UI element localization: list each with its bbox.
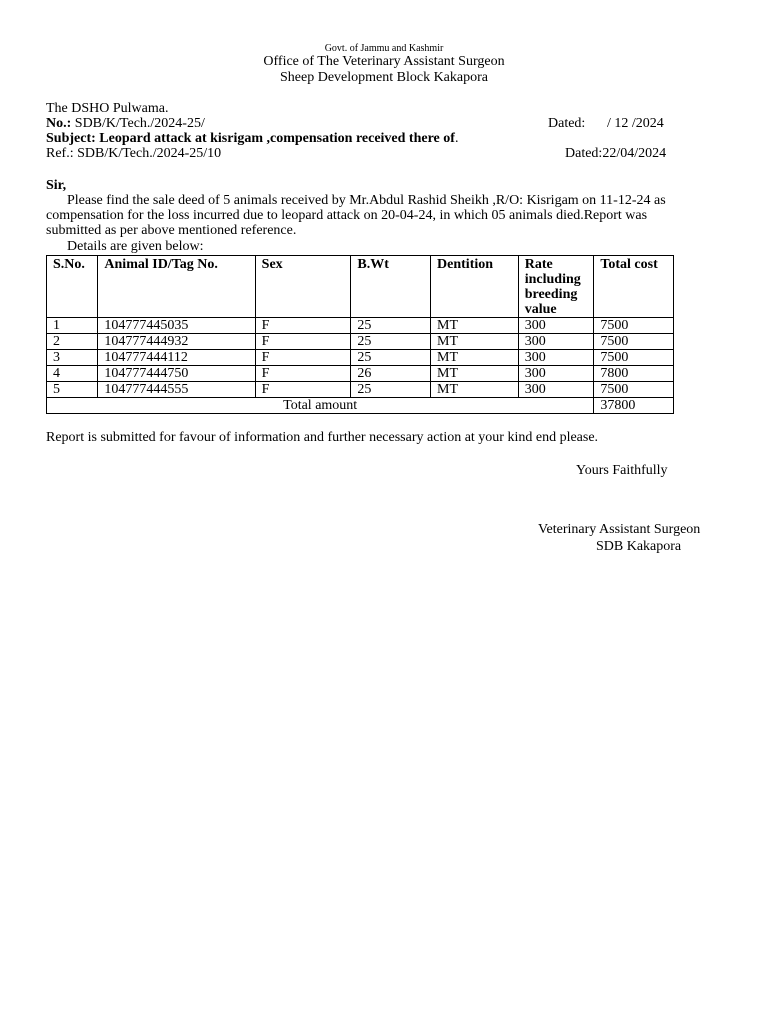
govt-heading: Govt. of Jammu and Kashmir <box>324 43 444 54</box>
yours-faithfully: Yours Faithfully <box>576 463 668 478</box>
table-row <box>47 366 674 382</box>
header-animal-id: Animal ID/Tag No. <box>98 256 255 318</box>
cell-animal-id: 104777444555 <box>98 382 255 398</box>
cell-total-cost: 7500 <box>594 382 674 398</box>
subject-end: . <box>454 131 459 146</box>
subject-value: Leopard attack at kisrigam ,compensation received there of <box>95 131 455 146</box>
subject-label: Subject: <box>46 131 96 146</box>
cell-animal-id: 104777445035 <box>98 318 255 334</box>
cell-dentition: MT <box>431 350 519 366</box>
cell-rate: 300 <box>518 382 594 398</box>
header-bwt: B.Wt <box>351 256 431 318</box>
cell-sex: F <box>255 334 351 350</box>
salutation: Sir, <box>46 178 67 193</box>
reference-dated: Dated:22/04/2024 <box>565 146 667 161</box>
reference: Ref.: SDB/K/Tech./2024-25/10 <box>46 146 222 161</box>
cell-sex: F <box>255 318 351 334</box>
total-row <box>47 398 674 414</box>
cell-sex: F <box>255 382 351 398</box>
total-amount-label: Total amount <box>47 398 594 414</box>
cell-bwt: 25 <box>351 334 431 350</box>
cell-animal-id: 104777444750 <box>98 366 255 382</box>
cell-sex: F <box>255 350 351 366</box>
cell-bwt: 25 <box>351 382 431 398</box>
cell-total-cost: 7500 <box>594 350 674 366</box>
cell-sno: 1 <box>47 318 98 334</box>
subject-line <box>46 131 458 147</box>
total-amount-value: 37800 <box>594 398 674 414</box>
cell-rate: 300 <box>518 366 594 382</box>
block-heading: Sheep Development Block Kakapora <box>280 70 488 85</box>
cell-sex: F <box>255 366 351 382</box>
cell-total-cost: 7500 <box>594 334 674 350</box>
details-table <box>46 255 674 414</box>
table-header-row <box>47 256 674 318</box>
letter-number <box>46 116 205 132</box>
cell-sno: 5 <box>47 382 98 398</box>
cell-sno: 2 <box>47 334 98 350</box>
table-row <box>47 350 674 366</box>
cell-dentition: MT <box>431 382 519 398</box>
cell-rate: 300 <box>518 318 594 334</box>
cell-sno: 4 <box>47 366 98 382</box>
cell-rate: 300 <box>518 350 594 366</box>
header-dentition: Dentition <box>431 256 519 318</box>
body-line-3: submitted as per above mentioned reference. <box>46 223 297 238</box>
recipient: The DSHO Pulwama. <box>46 101 169 116</box>
signatory-title: Veterinary Assistant Surgeon <box>538 522 701 537</box>
header-sex: Sex <box>255 256 351 318</box>
table-row <box>47 334 674 350</box>
cell-dentition: MT <box>431 334 519 350</box>
office-heading: Office of The Veterinary Assistant Surgeon <box>263 54 505 69</box>
cell-bwt: 26 <box>351 366 431 382</box>
table-row <box>47 382 674 398</box>
letter-number-label: No.: <box>46 116 72 131</box>
cell-animal-id: 104777444112 <box>98 350 255 366</box>
cell-animal-id: 104777444932 <box>98 334 255 350</box>
cell-bwt: 25 <box>351 350 431 366</box>
header-rate: Rate including breeding value <box>518 256 594 318</box>
signatory-place: SDB Kakapora <box>596 539 682 554</box>
cell-rate: 300 <box>518 334 594 350</box>
cell-dentition: MT <box>431 366 519 382</box>
cell-bwt: 25 <box>351 318 431 334</box>
cell-total-cost: 7800 <box>594 366 674 382</box>
body-line-1: Please find the sale deed of 5 animals received by Mr.Abdul Rashid Sheikh ,R/O: Kisrigam on 11-12-24 as <box>67 193 666 208</box>
letter-dated-value: / 12 /2024 <box>607 116 664 131</box>
table-row <box>47 318 674 334</box>
letter-number-value: SDB/K/Tech./2024-25/ <box>71 116 205 131</box>
header-sno: S.No. <box>47 256 98 318</box>
body-line-2: compensation for the loss incurred due to leopard attack on 20-04-24, in which 05 animals died.Report was <box>46 208 648 223</box>
cell-total-cost: 7500 <box>594 318 674 334</box>
header-total-cost: Total cost <box>594 256 674 318</box>
cell-dentition: MT <box>431 318 519 334</box>
report-line: Report is submitted for favour of information and further necessary action at your kind end please. <box>46 430 599 445</box>
cell-sno: 3 <box>47 350 98 366</box>
details-intro: Details are given below: <box>67 239 204 254</box>
letter-dated-label: Dated: <box>548 116 586 131</box>
